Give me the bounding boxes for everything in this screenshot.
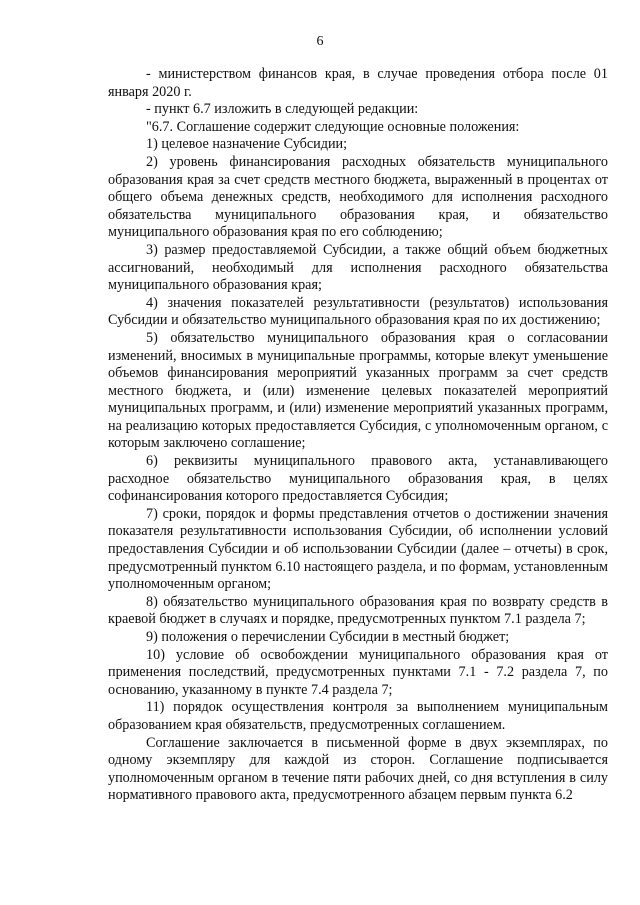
paragraph-2: - пункт 6.7 изложить в следующей редакции: xyxy=(146,101,419,118)
paragraph-15: Соглашение заключается в письменной форме в двух экземплярах, по одному экземпляру для каждой из сторон. Соглашение подписывается уполномоченным органом в течение пяти рабочих дней, со дня вступления в силу нормативного правового акта, предусмотренного абзацем первым пункта 6.2 xyxy=(108,734,608,804)
paragraph-4: 1) целевое назначение Субсидии; xyxy=(146,136,348,153)
paragraph-14: 11) порядок осуществления контроля за выполнением муниципальным образованием края обязательств, предусмотренных соглашением. xyxy=(108,699,608,733)
paragraph-12: 9) положения о перечислении Субсидии в местный бюджет; xyxy=(146,629,510,645)
paragraph-11: 8) обязательство муниципального образования края по возврату средств в краевой бюджет в случаях и порядке, предусмотренных пунктом 7.1 раздела 7; xyxy=(108,593,608,628)
paragraph-5: 2) уровень финансирования расходных обязательств муниципального образования края за счет средств местного бюджета, выраженный в процентах от общего объема денежных средств, необходимого для исполнения расходного обязательства муниципального образования края, и обязательство муниципального образования края по его соблюдению; xyxy=(108,153,608,241)
paragraph-9: 6) реквизиты муниципального правового акта, устанавливающего расходное обязательство муниципального образования края, в целях софинансирования которого предоставляется Субсидия; xyxy=(108,453,608,505)
document-body xyxy=(108,66,608,805)
paragraph-6: 3) размер предоставляемой Субсидии, а также общий объем бюджетных ассигнований, необходимый для исполнения расходного обязательства муниципального образования края; xyxy=(108,241,608,294)
paragraph-8: 5) обязательство муниципального образования края о согласовании изменений, вносимых в муниципальные программы, которые влекут уменьшение объемов финансирования мероприятий указанных программ за счет средств местного бюджета, и (или) изменение целевых показателей мероприятий муниципальных программ, и (или) изменение мероприятий указанных программ, на реализацию которых предоставляется Субсидия, с уполномоченным органом, с которым заключено соглашение; xyxy=(108,329,608,452)
paragraph-10: 7) сроки, порядок и формы представления отчетов о достижении значения показателя результативности использования Субсидии, об исполнении условий предоставления Субсидии и об использовании Субсидии (далее – отчеты) в срок, предусмотренный пунктом 6.10 настоящего раздела, и по формам, установленным уполномоченным органом; xyxy=(108,505,608,593)
paragraph-13: 10) условие об освобождении муниципального образования края от применения последствий, предусмотренных пунктами 7.1 - 7.2 раздела 7, по основанию, указанному в пункте 7.4 раздела 7; xyxy=(108,646,608,698)
paragraph-7: 4) значения показателей результативности (результатов) использования Субсидии и обязательство муниципального образования края по их достижению; xyxy=(108,294,608,329)
page-number: 6 xyxy=(316,34,324,49)
paragraph-3: "6.7. Соглашение содержит следующие основные положения: xyxy=(146,118,520,135)
paragraph-1: - министерством финансов края, в случае проведения отбора после 01 января 2020 г. xyxy=(108,66,608,100)
